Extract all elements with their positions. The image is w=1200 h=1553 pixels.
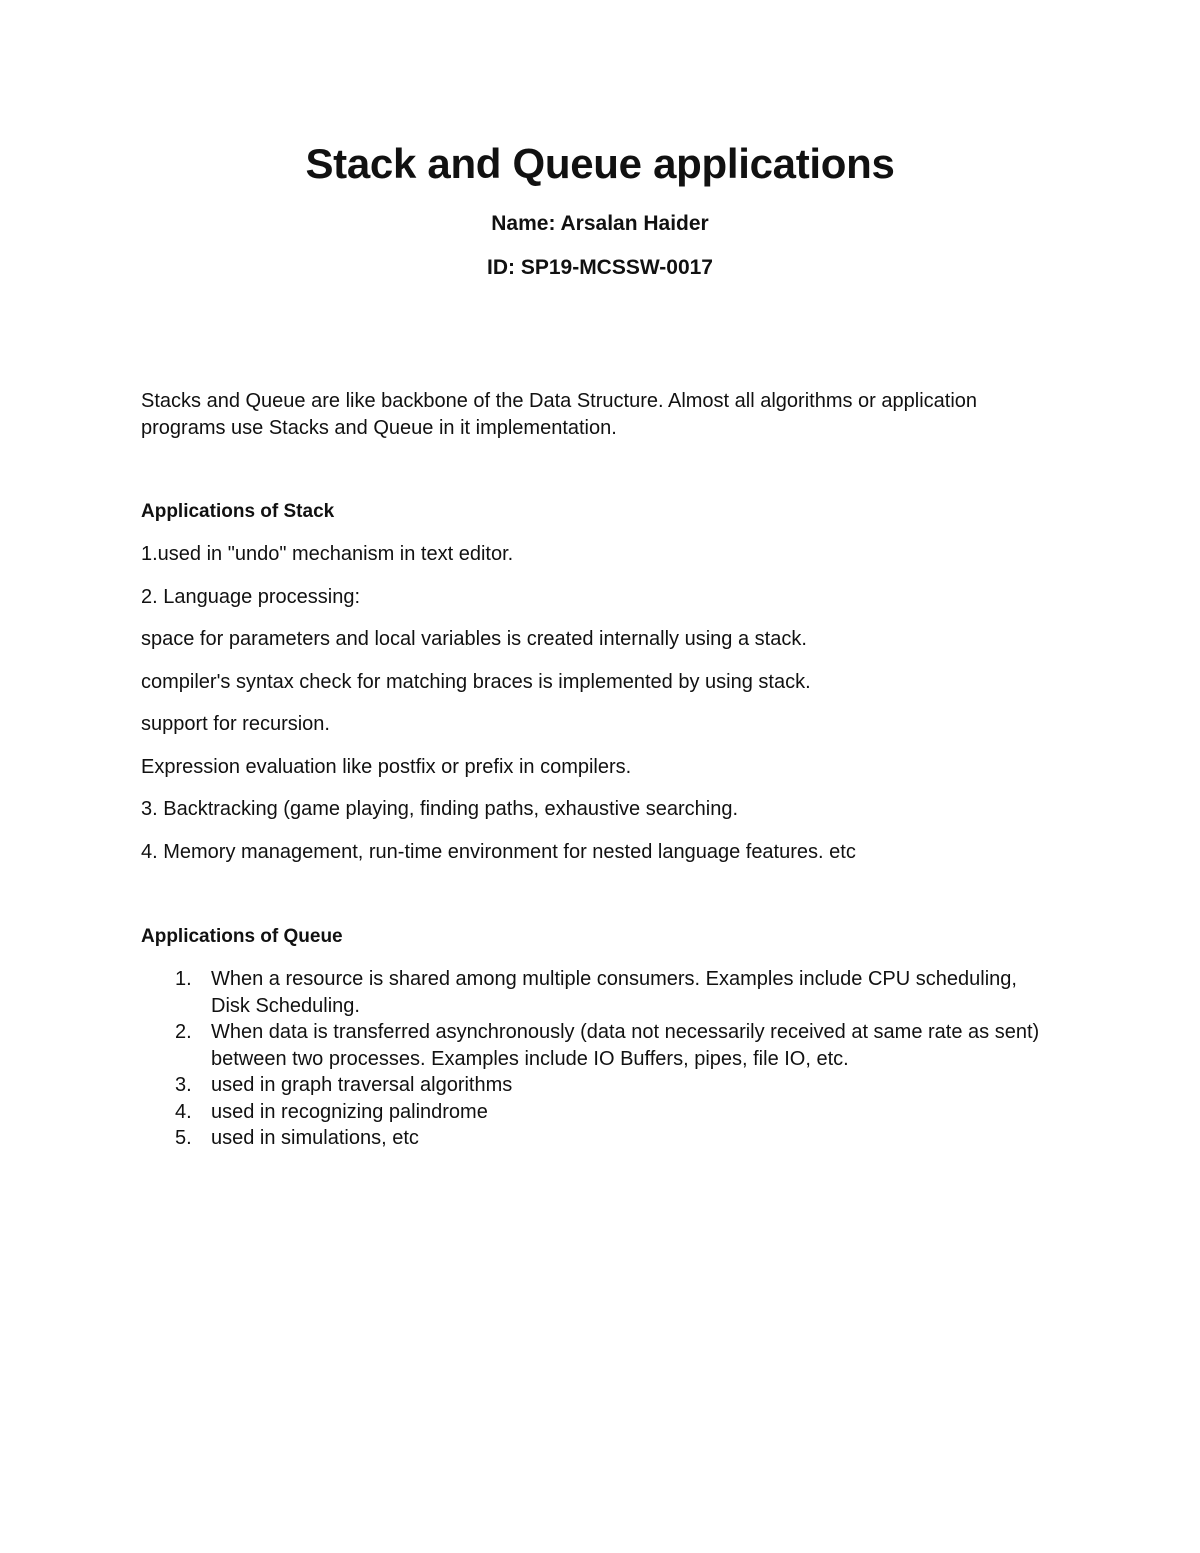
list-item-text: used in simulations, etc xyxy=(211,1127,419,1149)
queue-applications-list xyxy=(141,966,1061,1152)
stack-line: 1.used in "undo" mechanism in text editor. xyxy=(141,543,514,565)
queue-list-item xyxy=(141,1099,1061,1126)
list-number: 4. xyxy=(175,1100,192,1123)
intro-paragraph: Stacks and Queue are like backbone of the Data Structure. Almost all algorithms or application programs use Stacks and Queue in it implementation. xyxy=(141,390,978,439)
stack-line: support for recursion. xyxy=(141,713,330,735)
stack-line: Expression evaluation like postfix or prefix in compilers. xyxy=(141,755,632,778)
queue-list-item xyxy=(141,1072,1061,1099)
stack-section-heading: Applications of Stack xyxy=(141,501,335,522)
stack-line: 4. Memory management, run-time environment for nested language features. etc xyxy=(141,840,856,863)
stack-line: compiler's syntax check for matching braces is implemented by using stack. xyxy=(141,670,811,693)
list-item-text: When a resource is shared among multiple consumers. Examples include CPU scheduling, Disk Scheduling. xyxy=(211,968,1017,1017)
queue-list-item xyxy=(141,1125,1061,1152)
list-item-text: used in graph traversal algorithms xyxy=(211,1074,513,1096)
list-number: 1. xyxy=(175,968,192,990)
stack-line: 3. Backtracking (game playing, finding paths, exhaustive searching. xyxy=(141,798,739,820)
queue-section-heading: Applications of Queue xyxy=(141,926,343,947)
list-item-text: used in recognizing palindrome xyxy=(211,1100,488,1123)
list-item-text: When data is transferred asynchronously (data not necessarily received at same rate as sent) between two processes. Examples include IO Buffers, pipes, file IO, etc. xyxy=(211,1021,1040,1070)
queue-list-item xyxy=(141,1019,1061,1072)
stack-line: space for parameters and local variables is created internally using a stack. xyxy=(141,628,807,650)
author-name: Name: Arsalan Haider xyxy=(491,212,709,235)
list-number: 3. xyxy=(175,1074,192,1096)
queue-list-item xyxy=(141,966,1061,1019)
student-id: ID: SP19-MCSSW-0017 xyxy=(487,256,713,279)
stack-applications-list xyxy=(141,541,1061,881)
stack-line: 2. Language processing: xyxy=(141,585,361,608)
list-number: 5. xyxy=(175,1127,192,1149)
list-number: 2. xyxy=(175,1021,192,1043)
document-title: Stack and Queue applications xyxy=(305,140,895,187)
